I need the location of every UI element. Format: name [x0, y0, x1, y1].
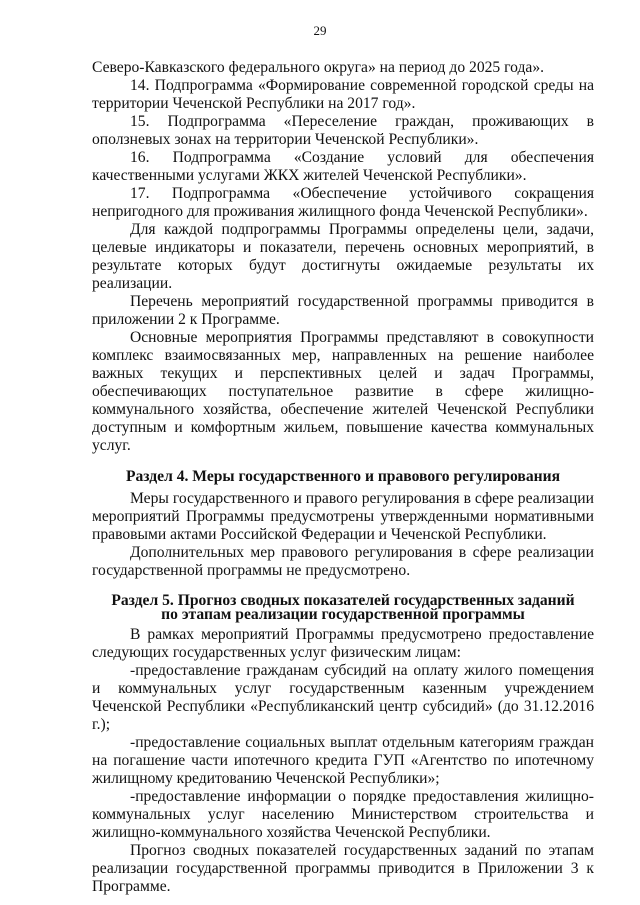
section-5-heading-line-1: Раздел 5. Прогноз сводных показателей государственных заданий	[111, 592, 575, 609]
body-text	[92, 59, 594, 896]
paragraph: -предоставление социальных выплат отдельным категориям граждан на погашение части ипотечного кредита ГУП «Агентство по ипотечному жилищному кредитованию Чеченской Республики»;	[92, 734, 594, 787]
paragraph: 16. Подпрограмма «Создание условий для обеспечения качественными услугами ЖКХ жителей Чеченской Республики».	[92, 149, 594, 184]
section-5-heading-line-2: по этапам реализации государственной программы	[161, 606, 525, 623]
paragraph: 17. Подпрограмма «Обеспечение устойчивого сокращения непригодного для проживания жилищного фонда Чеченской Республики».	[92, 185, 594, 220]
paragraph: 15. Подпрограмма «Переселение граждан, проживающих в оползневых зонах на территории Чеченской Республики».	[92, 113, 594, 148]
paragraph: 14. Подпрограмма «Формирование современной городской среды на территории Чеченской Республики на 2017 год».	[92, 77, 594, 112]
paragraph: В рамках мероприятий Программы предусмотрено предоставление следующих государственных услуг физическим лицам:	[92, 626, 594, 661]
paragraph: Меры государственного и правого регулирования в сфере реализации мероприятий Программы предусмотрены утвержденными нормативными правовыми актами Российской Федерации и Чеченской Республики.	[92, 490, 594, 543]
paragraph: Перечень мероприятий государственной программы приводится в приложении 2 к Программе.	[92, 293, 594, 328]
section-4-heading: Раздел 4. Меры государственного и правового регулирования	[125, 468, 561, 485]
paragraph: Для каждой подпрограммы Программы определены цели, задачи, целевые индикаторы и показатели, перечень основных мероприятий, в результате которых будут достигнуты ожидаемые результаты их реализации.	[92, 221, 594, 292]
paragraph: Северо-Кавказского федерального округа» на период до 2025 года».	[92, 59, 545, 76]
paragraph: Основные мероприятия Программы представляют в совокупности комплекс взаимосвязанных мер, направленных на решение наиболее важных текущих и перспективных целей и задач Программы, обеспечивающих поступательное развитие в сфере жилищно-коммунального хозяйства, обеспечение жителей Чеченской Республики доступным и комфортным жильем, повышение качества коммунальных услуг.	[92, 329, 594, 454]
paragraph: -предоставление информации о порядке предоставления жилищно-коммунальных услуг населению Министерством строительства и жилищно-коммунального хозяйства Чеченской Республики.	[92, 788, 594, 841]
paragraph: Прогноз сводных показателей государственных заданий по этапам реализации государственной программы приводится в Приложении 3 к Программе.	[92, 842, 594, 895]
paragraph: -предоставление гражданам субсидий на оплату жилого помещения и коммунальных услуг государственным казенным учреждением Чеченской Республики «Республиканский центр субсидий» (до 31.12.2016 г.);	[92, 662, 594, 733]
page-number: 29	[313, 23, 327, 38]
section-5-heading	[92, 594, 594, 622]
paragraph: Дополнительных мер правового регулирования в сфере реализации государственной программы не предусмотрено.	[92, 544, 594, 579]
